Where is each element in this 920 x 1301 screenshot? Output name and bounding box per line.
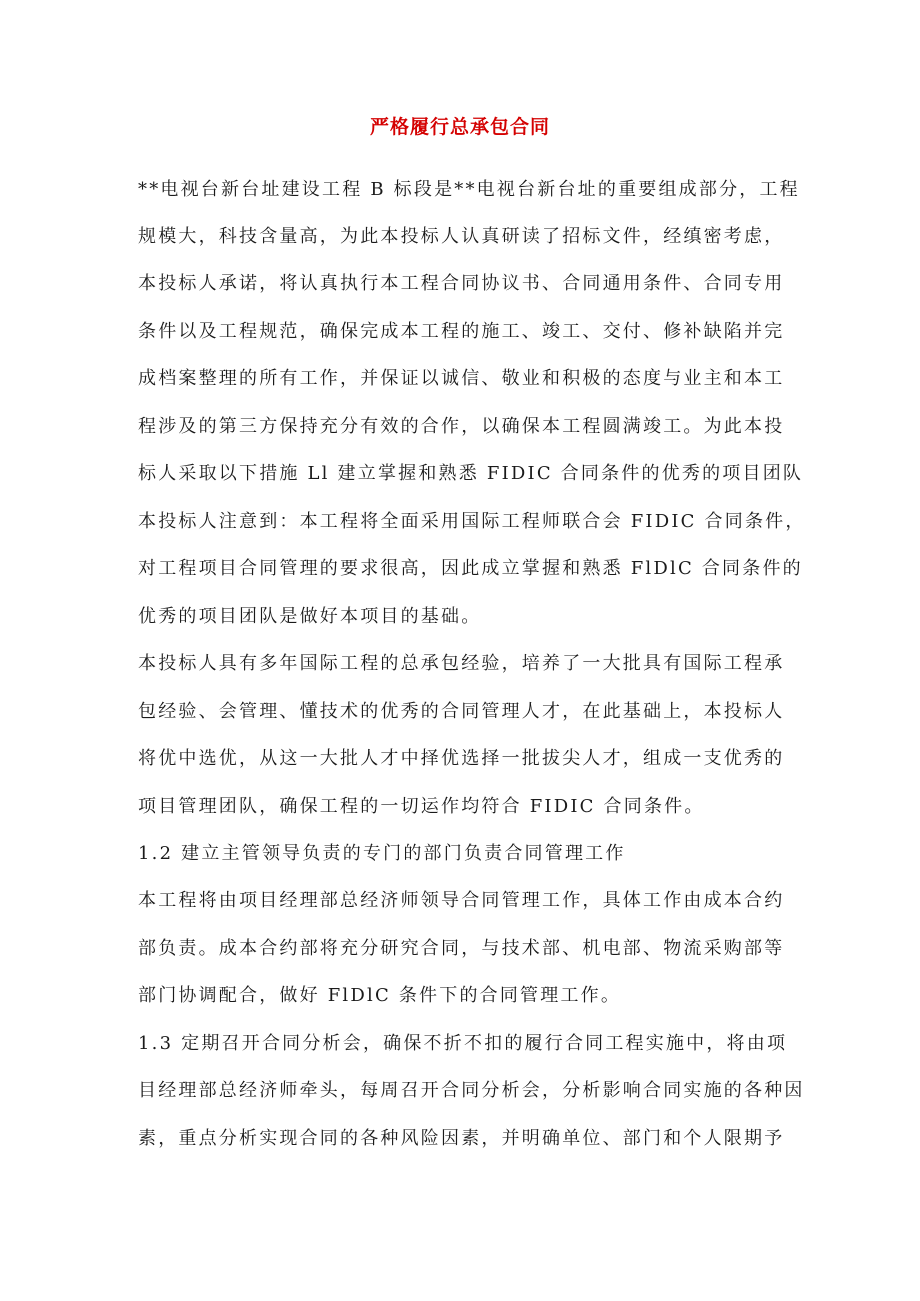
text-line: 本工程将由项目经理部总经济师领导合同管理工作，具体工作由成本合约 <box>138 890 785 911</box>
text-line: 素，重点分析实现合同的各种风险因素，并明确单位、部门和个人限期予 <box>138 1128 785 1149</box>
section-heading: 1.3 定期召开合同分析会，确保不折不扣的履行合同工程实施中，将由项 <box>138 1033 788 1054</box>
document-title: 严格履行总承包合同 <box>369 116 550 138</box>
section-heading: 1.2 建立主管领导负责的专门的部门负责合同管理工作 <box>138 843 626 864</box>
text-line: 优秀的项目团队是做好本项目的基础。 <box>138 606 482 627</box>
text-line: 本投标人承诺，将认真执行本工程合同协议书、合同通用条件、合同专用 <box>138 273 785 294</box>
text-line: 项目管理团队，确保工程的一切运作均符合 FIDIC 合同条件。 <box>138 796 705 817</box>
text-line: 规模大，科技含量高，为此本投标人认真研读了招标文件，经缜密考虑， <box>138 226 785 247</box>
text-line: 本投标人注意到：本工程将全面采用国际工程师联合会 FIDIC 合同条件， <box>138 511 806 532</box>
text-line: 将优中选优，从这一大批人才中择优选择一批拔尖人才，组成一支优秀的 <box>138 748 785 769</box>
text-line: 本投标人具有多年国际工程的总承包经验，培养了一大批具有国际工程承 <box>138 653 785 674</box>
text-line: 包经验、会管理、懂技术的优秀的合同管理人才，在此基础上，本投标人 <box>138 701 785 722</box>
text-line: 标人采取以下措施 Ll 建立掌握和熟悉 FIDIC 合同条件的优秀的项目团队 <box>138 463 804 484</box>
text-line: 条件以及工程规范，确保完成本工程的施工、竣工、交付、修补缺陷并完 <box>138 321 785 342</box>
text-line: 部门协调配合，做好 FlDlC 条件下的合同管理工作。 <box>138 985 622 1006</box>
text-line: 目经理部总经济师牵头，每周召开合同分析会，分析影响合同实施的各种因 <box>138 1080 805 1101</box>
text-line: 成档案整理的所有工作，并保证以诚信、敬业和积极的态度与业主和本工 <box>138 368 785 389</box>
text-line: 程涉及的第三方保持充分有效的合作，以确保本工程圆满竣工。为此本投 <box>138 416 785 437</box>
text-line: 部负责。成本合约部将充分研究合同，与技术部、机电部、物流采购部等 <box>138 938 785 959</box>
text-line: 对工程项目合同管理的要求很高，因此成立掌握和熟悉 FlDlC 合同条件的 <box>138 558 803 579</box>
text-line: **电视台新台址建设工程 B 标段是**电视台新台址的重要组成部分，工程 <box>138 179 800 200</box>
